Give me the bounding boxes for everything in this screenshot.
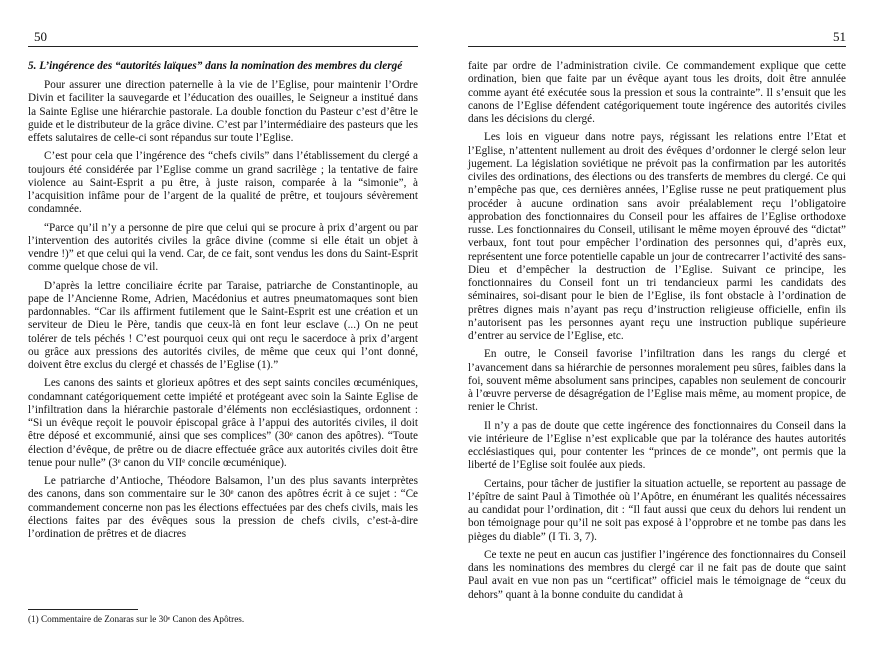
paragraph: Le patriarche d’Antioche, Théodore Balsamon, l’un des plus savants interprètes des canons, dans son commentaire sur le 30ᵉ canon des apôtres écrit à ce sujet : “Ce commandement concerne non pas les élections effectuées par des chefs civils, mais les élections faites par des évêques sous la pression de chefs civils, c’est-à-dire l’ordination de prêtres et de diacres [28,475,418,540]
page-number: 50 [34,29,47,44]
paragraph: D’après la lettre conciliaire écrite par Taraise, patriarche de Constantinople, au pape de l’Ancienne Rome, Adrien, Macédonius et autres pneumatomaques sont bien pardonnables. “Car ils affirment futilement que le Saint-Esprit est une création et un serviteur de Dieu le Père, tandis que ceux-là en font leur esclave (...) On ne peut tolérer de tels péchés ! C’est pourquoi ceux qui ont reçu le sacerdoce à prix d’argent ou grâce aux pressions des autorités civiles, de même que ceux qui l’ont donné, doivent être exclus du clergé et chassés de l’Eglise (1).” [28,279,418,371]
page-number: 51 [833,29,846,44]
left-page [28,0,418,656]
header-rule [468,46,846,47]
paragraph: “Parce qu’il n’y a personne de pire que celui qui se procure à prix d’argent ou par l’intervention des autorités civiles la grâce divine (comme si elle était un objet à vendre !)” et que celui qui la vend. Car, de ce fait, sont vendus les dons du Saint-Esprit comme quelque chose de vil. [28,221,418,274]
section-heading: 5. L’ingérence des “autorités laïques” dans la nomination des membres du clergé [28,60,403,72]
paragraph: Les canons des saints et glorieux apôtres et des sept saints conciles œcuméniques, condamnant catégoriquement cette impiété et protégeant avec soin la Sainte Eglise de l’infiltration dans la hiérarchie pastorale d’éléments non ecclésiastiques, ordonnent : “Si un évêque reçoit le pouvoir épiscopal grâce à l’appui des autorités civiles, il doit être déposé et excommunié, ainsi que ses complices” (30ᵉ canon des apôtres). “Toute élection d’évêque, de prêtre ou de diacre effectuée grâce aux autorités civiles doit être tenue pour nulle” (3ᵉ canon du VIIᵉ concile œcuménique). [28,377,418,469]
paragraph: Ce texte ne peut en aucun cas justifier l’ingérence des fonctionnaires du Conseil dans les nominations des membres du clergé car il ne fait pas de doute que saint Paul avait en vue non pas un “certificat” officiel mais le témoignage de “ceux du dehors” quant à la bonne conduite du candidat à [468,548,846,601]
paragraph: Pour assurer une direction paternelle à la vie de l’Eglise, pour maintenir l’Ordre Divin et faciliter la sauvegarde et l’éducation des ouailles, le Seigneur a institué dans la Sainte Eglise une hiérarchie pastorale. La double fonction du Pasteur c’est d’être le guide et le distributeur de la grâce divine. C’est par l’intermédiaire des pasteurs que les effets salutaires de celle-ci sont répandus sur toute l’Eglise. [28,79,418,144]
paragraph: En outre, le Conseil favorise l’infiltration dans les rangs du clergé et l’avancement dans sa hiérarchie de personnes moralement peu sûres, faibles dans la foi, souvent même absolument sans principes, capables non seulement de concourir à l’œuvre perverse de désagrégation de l’Eglise mais même, au moment propice, de renier le Christ. [468,348,846,414]
paragraph: Certains, pour tâcher de justifier la situation actuelle, se reportent au passage de l’épître de saint Paul à Timothée où l’Apôtre, en énumérant les qualités nécessaires au candidat pour l’ordination, dit : “Il faut aussi que ceux du dehors lui rendent un bon témoignage pour qu’il ne soit pas exposé à l’opprobre et ne tombe pas dans les pièges du diable” (I Ti. 3, 7). [468,477,846,543]
right-page [468,0,846,656]
header-rule [28,46,418,47]
left-page-body [28,60,418,546]
paragraph: C’est pour cela que l’ingérence des “chefs civils” dans l’établissement du clergé a toujours été considérée par l’Eglise comme un grand sacrilège ; la tentative de faire violence au Saint-Esprit a pu être, à juste raison, comparée à la “simonie”, à l’acquisition infâme pour de l’argent de la qualité de prêtre, et toujours sévèrement condamnée. [28,150,418,216]
right-page-body [468,60,846,607]
footnote: (1) Commentaire de Zonaras sur le 30ᵉ Canon des Apôtres. [28,614,245,624]
paragraph: Les lois en vigueur dans notre pays, régissant les relations entre l’Etat et l’Eglise, n’attentent nullement au droit des évêques d’ordonner le clergé selon leur jugement. La législation soviétique ne prévoit pas la confirmation par les autorités civiles des ordinations, des élections ou des transferts de membres du clergé. Ce qui n’empêche pas que, ces dernières années, l’Eglise russe ne peut pratiquement plus procéder à aucune ordination sans avoir préalablement reçu l’obligatoire approbation des fonctionnaires du Conseil pour les affaires de l’Eglise orthodoxe russe. Les fonctionnaires du Conseil, utilisant le même moyen éprouvé des “dictat” verbaux, font tout pour empêcher l’ordination des personnes qui, d’après eux, représentent une force potentielle capable un jour de contrecarrer l’activité des sans-Dieu et d’empêcher la destruction de l’Eglise. Suivant ce principe, les fonctionnaires du Conseil font un tri tendancieux parmi les candidats des séminaires, soi-disant pour le bien de l’Eglise, ils font obstacle à l’ordination de prêtres dignes mais n’ayant pas reçu d’instruction religieuse officielle, enfin ils n’autorisent pas les personnes ayant reçu une instruction publique supérieure d’entrer au service de l’Eglise, etc. [468,131,846,342]
paragraph: faite par ordre de l’administration civile. Ce commandement explique que cette ordination, bien que faite par un évêque ayant tous les droits, doit être annulée comme ayant été exécutée sous la pression et sous la contrainte”. Il s’ensuit que les canons de l’Eglise défendent catégoriquement toute ingérence des autorités civiles dans les décisions du clergé. [468,60,846,125]
paragraph: Il n’y a pas de doute que cette ingérence des fonctionnaires du Conseil dans la vie intérieure de l’Eglise n’est explicable que par la tolérance des hautes autorités ecclésiastiques qui, pour contenter les “princes de ce monde”, ont permis que la liberté de l’Eglise soit foulée aux pieds. [468,419,846,472]
footnote-rule [28,609,138,610]
